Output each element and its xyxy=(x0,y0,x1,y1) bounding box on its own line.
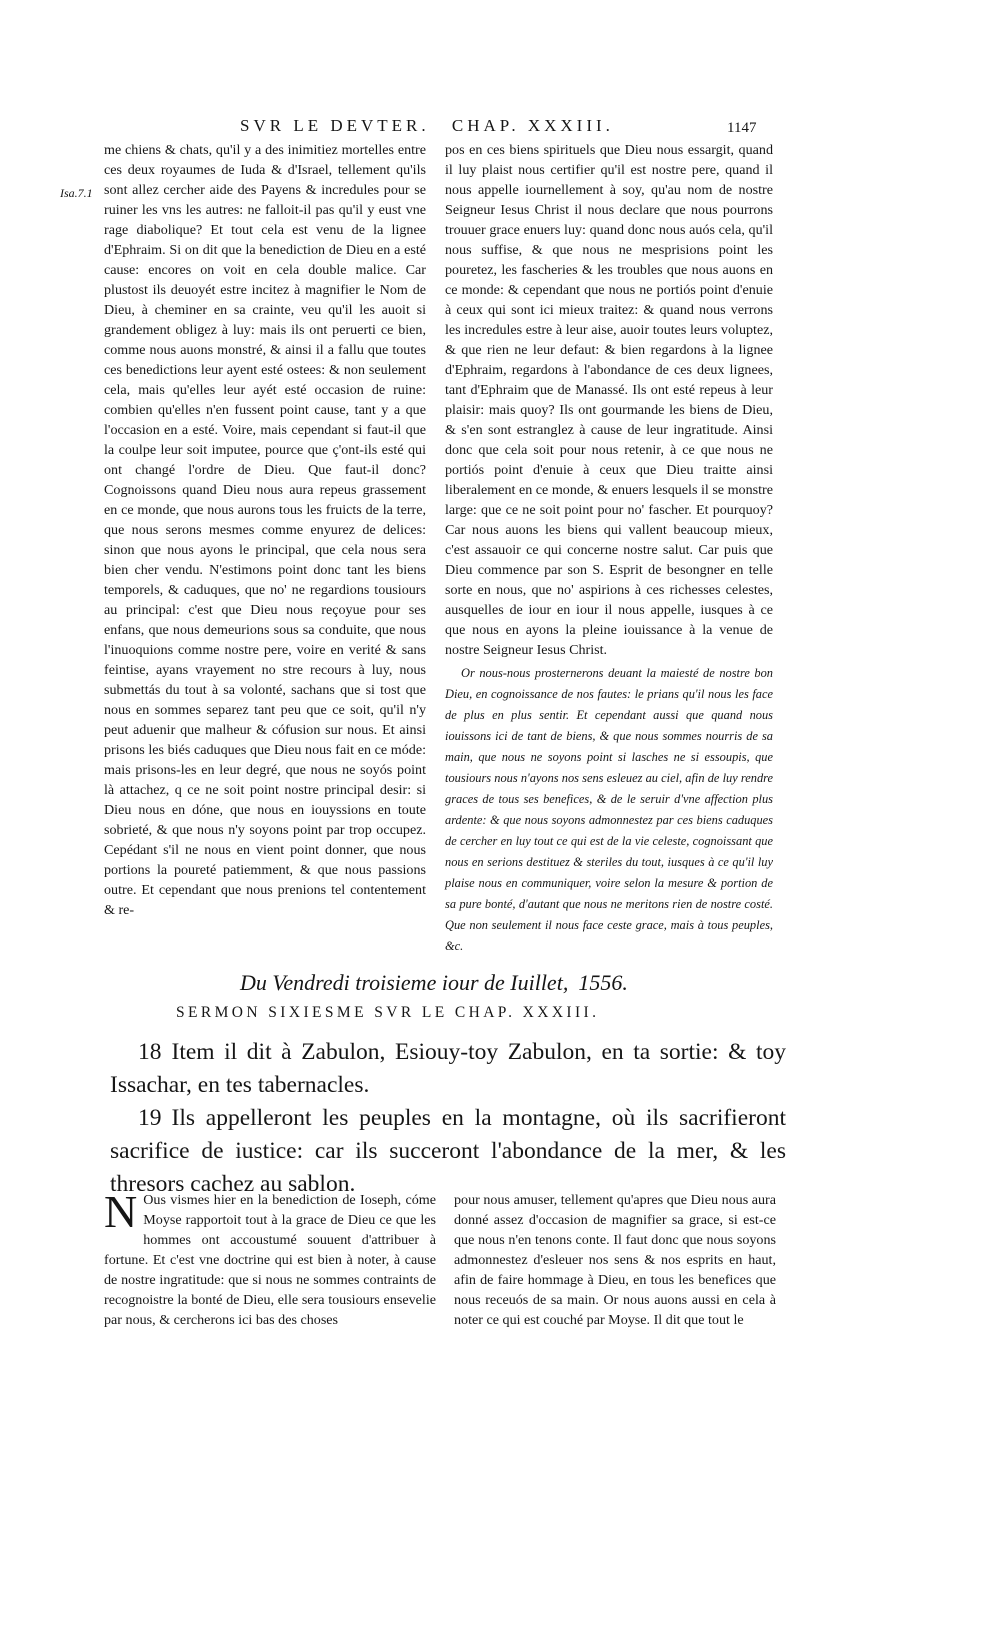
drop-cap: N xyxy=(104,1186,138,1237)
closing-prayer: Or nous-nous prosternerons deuant la maiesté de nostre bon Dieu, en cognoissance de nos fautes: le prians qu'il nous les face de plus en plus sentir. Et cependant aussi que quand nous iouissons ici de tant de biens, & que nous sommes nourris de sa main, que nous ne soyons point si lasches ne si essoupis, que tousiours nous n'ayons nos sens esleuez au ciel, afin de luy rendre graces de tous ses benefices, & de le seruir d'vne affection plus ardente: & que nous soyons admonnestez par ces biens caduques de cercher en luy tout ce qui est de la vie celeste, cognoissant que nous en serions destituez & steriles du tout, iusques à ce qu'il luy plaise nous en communiquer, voire selon la mesure & portion de sa pure bonté, d'autant que nous ne meritons rien de nostre costé. Que non seulement il nous face ceste grace, mais à tous peuples, &c. xyxy=(445,666,773,953)
running-head xyxy=(240,116,780,136)
verse-number: 19 xyxy=(138,1105,162,1131)
date-heading xyxy=(240,970,628,996)
date-heading-text: Du Vendredi troisieme iour de Iuillet, xyxy=(240,970,569,995)
left-column xyxy=(104,140,426,920)
sermon-body-left-text: Ous vismes hier en la benediction de Ioseph, cóme Moyse rapportoit tout à la grace de Dieu ce que les hommes ont accoustumé souuent d'attribuer à fortune. Et c'est vne doctrine qui est bien à noter, à cause de nostre ingratitude: que si nous ne sommes contraints de recognoistre la bonté de Dieu, elle sera tousiours ensevelie par nous, & cercherons ici bas des choses xyxy=(104,1192,436,1328)
verse-text: Ils appelleront les peuples en la montagne, où ils sacrifieront sacrifice de iustice: car ils succeront l'abondance de la mer, & les thresors cachez au sablon. xyxy=(110,1105,786,1197)
verse xyxy=(110,1036,786,1102)
running-head-chapter: CHAP. XXXIII. xyxy=(451,116,614,135)
date-year: 1556. xyxy=(578,970,628,995)
sermon-body-right: pour nous amuser, tellement qu'apres que Dieu nous aura donné assez d'occasion de magnifier sa grace, si est-ce que nous n'en tenons conte. Il faut donc que nous soyons admonnestez d'esleuer nos sens & nos esprits en haut, afin de faire hommage à Dieu, en tous les benefices que nous receuós de sa main. Or nous auons aussi en cela à noter ce qui est couché par Moyse. Il dit que tout le xyxy=(454,1192,776,1328)
sermon-title: SERMON SIXIESME SVR LE CHAP. XXXIII. xyxy=(176,1004,600,1021)
verse-number: 18 xyxy=(138,1039,162,1065)
page-number: 1147 xyxy=(727,120,757,136)
left-column-text: me chiens & chats, qu'il y a des inimitiez mortelles entre ces deux royaumes de Iuda & d'Israel, tellement qu'ils sont allez cercher aide des Payens & incredules pour se ruiner les vns les autres: ne falloit-il pas qu'il y eust vne rage diabolique? Et tout cela est venu de la lignee d'Ephraim. Si on dit que la benediction de Dieu en a esté cause: encores on voit en cela double malice. Car plustost ils deuoyét estre incitez à magnifier le Nom de Dieu, à cheminer en sa crainte, veu qu'il les auoit si grandement obligez à luy: mais ils ont peruerti ce bien, comme nous auons monstré, & ainsi il a fallu que toutes ces benedictions leur ayent esté ostees: & non seulement cela, mais qu'elles leur ayét esté occasion de ruine: combien qu'elles n'en fussent point cause, tant y a que l'occasion en a esté. Voire, mais cependant si faut-il que la coulpe leur soit imputee, pource que ç'ont-ils esté qui ont changé l'ordre de Dieu. Que faut-il donc? Cognoissons quand Dieu nous aura repeus grassement en ce monde, que nous aurons tous les fruicts de la terre, que nous serons mesmes comme enyurez de delices: sinon que nous ayons le principal, que cela nous sera bien cher vendu. N'estimons point donc tant les biens temporels, & caduques, que no' ne regardions tousiours au principal: c'est que Dieu nous reçoyue pour ses enfans, que nous demeurions sous sa conduite, que nous l'inuoquions comme nostre pere, voire en verité & sans feintise, ayans vrayement no stre recours à luy, nous submettás du tout à sa volonté, sachans que si tost que nous en sommes separez tant peu que ce soit, qu'il n'y peut aduenir que malheur & cófusion sur nous. Et ainsi prisons les biés caduques que Dieu nous fait en ce móde: mais prisons-les en leur degré, que nous ne soyós point là attachez, q ce ne soit point nostre principal desir: si Dieu nous en dóne, que nous en iouyssions en toute sobrieté, & que nous n'y soyons point par trop occupez. Cepédant s'il ne nous en vient point donner, que nous portions la poureté patiemment, & que nous passions outre. Et cependant que nous prenions tel contentement & re- xyxy=(104,142,426,918)
verse-text: Item il dit à Zabulon, Esiouy-toy Zabulon, en ta sortie: & toy Issachar, en tes tabernacles. xyxy=(110,1039,786,1098)
right-column xyxy=(445,140,773,957)
running-head-book: SVR LE DEVTER. xyxy=(240,116,430,135)
verse xyxy=(110,1102,786,1201)
right-column-text: pos en ces biens spirituels que Dieu nous essargit, quand il luy plaist nous certifier qu'il est nostre pere, quand il nous appelle iournellement à soy, qu'au nom de nostre Seigneur Iesus Christ il nous declare que nous pourrons trouuer grace enuers luy: quand donc nous auós cela, qu'il nous suffise, & que nous ne mesprisions point les pouretez, les fascheries & les troubles que nous auons en ce monde: & cependant que nous ne portiós point d'enuie à ceux qui sont ici mieux traitez: & quand nous verrons les incredules estre à leur aise, auoir toutes leurs voluptez, & que rien ne leur defaut: & bien regardons à la lignee d'Ephraim, regardons à l'abondance de ces deux lignees, tant d'Ephraim que de Manassé. Ils ont esté repeus à leur plaisir: mais quoy? Ils ont gourmande les biens de Dieu, & s'en sont estranglez à cause de leur ingratitude. Ainsi donc que cela soit pour nous retenir, à ce que nous ne portiós point d'enuie à ceux que Dieu traitte ainsi liberalement en ce monde, & enuers lesquels il se monstre large: que ce ne soit point pour no' fascher. Et pourquoy? Car nous auons les biens qui vallent beaucoup mieux, c'est assauoir ce qui concerne nostre salut. Car puis que Dieu commence par son S. Esprit de besongner en telle sorte en nous, que no' aspirions à ces richesses celestes, ausquelles de iour en iour il nous appelle, iusques à ce que nous en ayons la pleine iouissance à la venue de nostre Seigneur Iesus Christ. xyxy=(445,142,773,658)
scripture-verses xyxy=(110,1036,786,1201)
margin-note: Isa.7.1 xyxy=(60,186,93,200)
sermon-body-left xyxy=(104,1186,436,1330)
